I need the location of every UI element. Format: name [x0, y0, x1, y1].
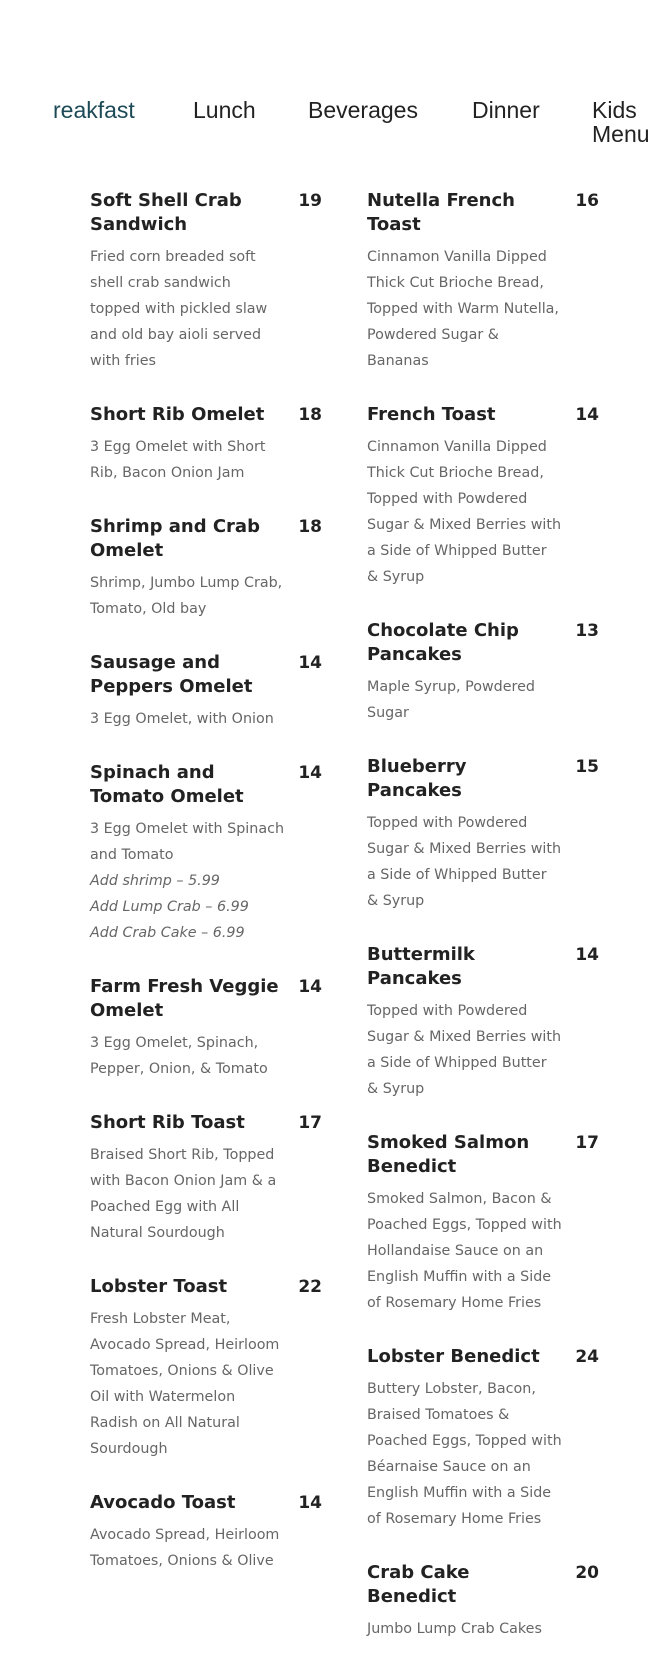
menu-item-price: 14 [298, 977, 322, 997]
menu-item-description: Topped with Powdered Sugar & Mixed Berries with a Side of Whipped Butter & Syrup [367, 815, 562, 909]
menu-item-price: 15 [575, 757, 599, 777]
menu-item-name: Buttermilk Pancakes [367, 944, 475, 989]
menu-item-description: Fresh Lobster Meat, Avocado Spread, Heirloom Tomatoes, Onions & Olive Oil with Watermelon Radish on All Natural Sourdough [90, 1311, 280, 1457]
menu-item-header [367, 189, 599, 237]
menu-item [367, 1561, 599, 1642]
menu-item-description: Cinnamon Vanilla Dipped Thick Cut Brioche Bread, Topped with Warm Nutella, Powdered Sugar & Bananas [367, 249, 559, 369]
menu-item [90, 975, 322, 1082]
menu-item [90, 651, 322, 732]
menu-item-price: 18 [298, 405, 322, 425]
menu-item [367, 943, 599, 1102]
menu-item-price: 22 [298, 1277, 322, 1297]
menu-item-header [367, 619, 599, 667]
menu-item-name: Chocolate Chip Pancakes [367, 620, 519, 665]
menu-item-price: 14 [575, 405, 599, 425]
menu-item [367, 1131, 599, 1316]
menu-item-price: 14 [575, 945, 599, 965]
menu-item-description: Smoked Salmon, Bacon & Poached Eggs, Topped with Hollandaise Sauce on an English Muffin with a Side of Rosemary Home Fries [367, 1191, 562, 1311]
menu-item-price: 17 [298, 1113, 322, 1133]
menu-item-header [90, 1111, 322, 1135]
menu-item [367, 189, 599, 374]
menu-item-header [90, 1491, 322, 1515]
tab-dinner[interactable]: Dinner [472, 97, 540, 123]
menu-item-name: Spinach and Tomato Omelet [90, 762, 244, 807]
menu-item-name: Short Rib Omelet [90, 404, 265, 425]
menu-item-name: Short Rib Toast [90, 1112, 245, 1133]
menu-item-name: Blueberry Pancakes [367, 756, 467, 801]
menu-item-price: 18 [298, 517, 322, 537]
menu-item-header [90, 1275, 322, 1299]
menu-item-description: 3 Egg Omelet, Spinach, Pepper, Onion, & Tomato [90, 1035, 268, 1077]
menu-item-header [367, 943, 599, 991]
menu-item [90, 515, 322, 622]
menu-item-description: Buttery Lobster, Bacon, Braised Tomatoes & Poached Eggs, Topped with Béarnaise Sauce on an English Muffin with a Side of Rosemary Home Fries [367, 1381, 562, 1527]
menu-item-name: Crab Cake Benedict [367, 1562, 470, 1607]
menu-item-name: French Toast [367, 404, 496, 425]
menu-item-name: Shrimp and Crab Omelet [90, 516, 260, 561]
menu-item-description: Shrimp, Jumbo Lump Crab, Tomato, Old bay [90, 575, 283, 617]
menu-item-description: Topped with Powdered Sugar & Mixed Berries with a Side of Whipped Butter & Syrup [367, 1003, 562, 1097]
menu-item-price: 13 [575, 621, 599, 641]
menu-item [90, 1275, 322, 1462]
menu-item-description: Maple Syrup, Powdered Sugar [367, 679, 535, 721]
menu-item-description: 3 Egg Omelet with Short Rib, Bacon Onion Jam [90, 439, 266, 481]
menu-item-header [90, 189, 322, 237]
menu-item [367, 755, 599, 914]
menu-item-header [367, 755, 599, 803]
menu-item-description: Braised Short Rib, Topped with Bacon Onion Jam & a Poached Egg with All Natural Sourdough [90, 1147, 277, 1241]
menu-item-name: Smoked Salmon Benedict [367, 1132, 530, 1177]
menu-item-description: Avocado Spread, Heirloom Tomatoes, Onions & Olive [90, 1527, 280, 1569]
menu-item-name: Nutella French Toast [367, 190, 515, 235]
menu-column-left [90, 189, 322, 1603]
menu-item-name: Farm Fresh Veggie Omelet [90, 976, 279, 1021]
menu-item-header [367, 1131, 599, 1179]
menu-column-right [367, 189, 599, 1671]
menu-item-price: 17 [575, 1133, 599, 1153]
menu-item-name: Sausage and Peppers Omelet [90, 652, 253, 697]
menu-tabs [0, 0, 670, 160]
menu-item-name: Lobster Toast [90, 1276, 228, 1297]
menu-item-description: 3 Egg Omelet with Spinach and Tomato [90, 821, 285, 863]
menu-item-description: Fried corn breaded soft shell crab sandwich topped with pickled slaw and old bay aioli served with fries [90, 249, 268, 369]
menu-item-name: Avocado Toast [90, 1492, 236, 1513]
tab-kids-menu[interactable]: Kids Menu [592, 97, 650, 147]
menu-item-header [90, 975, 322, 1023]
menu-item-description: 3 Egg Omelet, with Onion [90, 711, 274, 727]
menu-item-name: Lobster Benedict [367, 1346, 540, 1367]
menu-item [90, 403, 322, 486]
menu-item-description: Cinnamon Vanilla Dipped Thick Cut Brioche Bread, Topped with Powdered Sugar & Mixed Berries with a Side of Whipped Butter & Syrup [367, 439, 562, 585]
menu-item-price: 24 [575, 1347, 599, 1367]
menu-item-price: 20 [575, 1563, 599, 1583]
menu-item-header [90, 761, 322, 809]
menu-item [367, 619, 599, 726]
menu-item [90, 189, 322, 374]
menu-item-name: Soft Shell Crab Sandwich [90, 190, 242, 235]
menu-item-header [367, 1561, 599, 1609]
menu-item-header [90, 403, 322, 427]
menu-item-price: 16 [575, 191, 599, 211]
menu-item-price: 19 [298, 191, 322, 211]
tab-breakfast[interactable]: reakfast [53, 97, 135, 123]
tab-beverages[interactable]: Beverages [308, 97, 418, 123]
menu-item [90, 1111, 322, 1246]
menu-item-header [367, 403, 599, 427]
menu-item-addon: Add Lump Crab – 6.99 [90, 899, 249, 915]
menu-item-description: Jumbo Lump Crab Cakes [367, 1621, 542, 1637]
menu-item-addon: Add Crab Cake – 6.99 [90, 925, 245, 941]
menu-item-header [367, 1345, 599, 1369]
menu-item [367, 1345, 599, 1532]
tab-lunch[interactable]: Lunch [193, 97, 256, 123]
menu-item-addon: Add shrimp – 5.99 [90, 873, 220, 889]
menu-item-price: 14 [298, 1493, 322, 1513]
menu-item-header [90, 651, 322, 699]
menu-item [90, 761, 322, 946]
menu-item-header [90, 515, 322, 563]
menu-item-price: 14 [298, 763, 322, 783]
menu-item [90, 1491, 322, 1574]
menu-item-price: 14 [298, 653, 322, 673]
menu-item [367, 403, 599, 590]
